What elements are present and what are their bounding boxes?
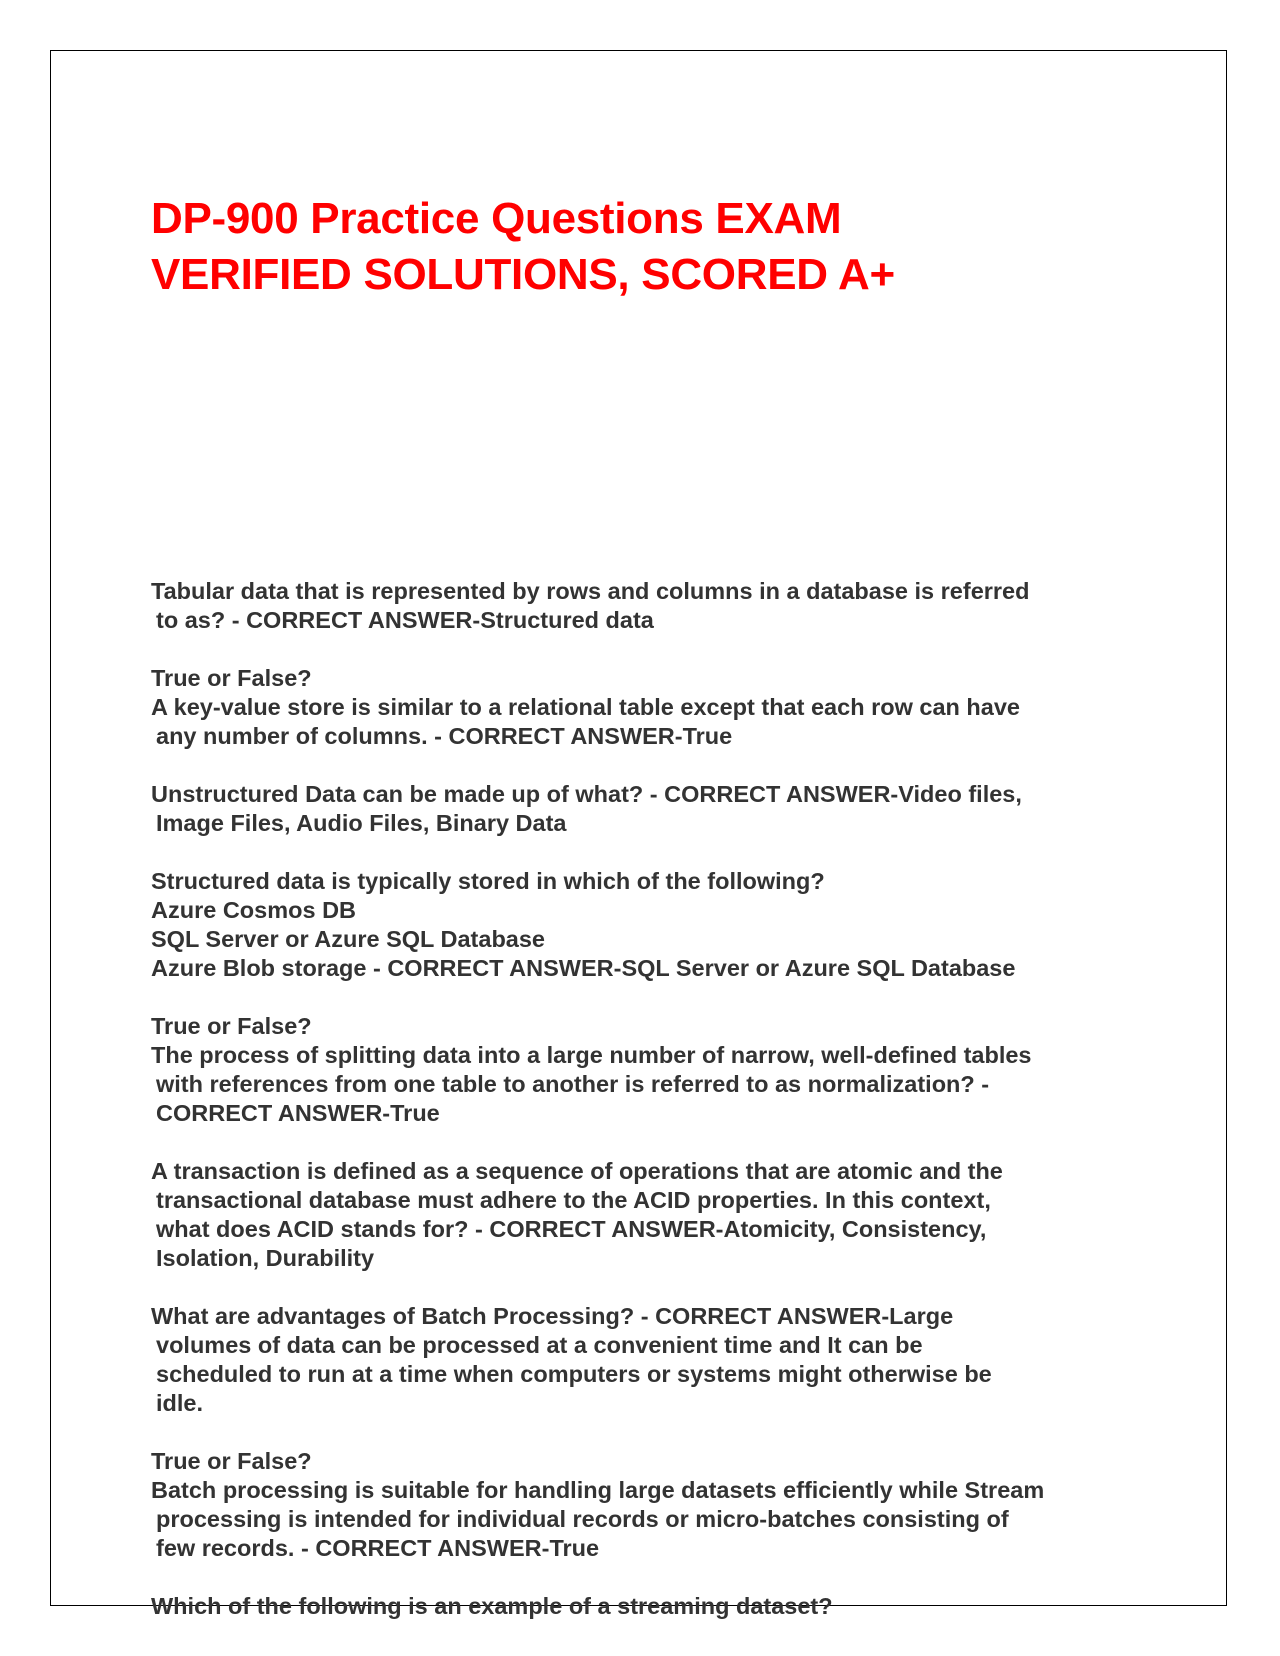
qa-line: what does ACID stands for? - CORRECT ANSWER-Atomicity, Consistency,	[156, 1216, 987, 1242]
qa-line: Structured data is typically stored in which of the following?	[151, 868, 825, 894]
qa-line: The process of splitting data into a large number of narrow, well-defined tables	[151, 1042, 1032, 1068]
qa-line: Azure Blob storage - CORRECT ANSWER-SQL Server or Azure SQL Database	[151, 955, 1016, 981]
qa-line: scheduled to run at a time when computers or systems might otherwise be	[156, 1361, 992, 1387]
qa-item	[151, 780, 1151, 838]
document-title-line-2: VERIFIED SOLUTIONS, SCORED A+	[151, 250, 895, 299]
qa-line: volumes of data can be processed at a convenient time and It can be	[156, 1332, 923, 1358]
qa-line: True or False?	[151, 1448, 312, 1474]
qa-line: to as? - CORRECT ANSWER-Structured data	[156, 607, 654, 633]
qa-line: True or False?	[151, 1013, 312, 1039]
qa-line: Image Files, Audio Files, Binary Data	[156, 810, 567, 836]
qa-line: A key-value store is similar to a relational table except that each row can have	[151, 694, 1020, 720]
qa-line: Batch processing is suitable for handling large datasets efficiently while Stream	[151, 1477, 1045, 1503]
qa-item	[151, 1447, 1151, 1563]
qa-line: True or False?	[151, 665, 312, 691]
qa-line: Tabular data that is represented by rows and columns in a database is referred	[151, 578, 1030, 604]
qa-line: processing is intended for individual records or micro-batches consisting of	[156, 1506, 1009, 1532]
qa-line: transactional database must adhere to the ACID properties. In this context,	[156, 1187, 991, 1213]
qa-line: few records. - CORRECT ANSWER-True	[156, 1535, 600, 1561]
qa-line: Isolation, Durability	[156, 1245, 375, 1271]
qa-item	[151, 867, 1151, 983]
qa-item	[151, 577, 1151, 635]
question-answer-list	[151, 577, 1151, 1650]
qa-line: SQL Server or Azure SQL Database	[151, 926, 546, 952]
qa-item	[151, 1302, 1151, 1418]
qa-line: Which of the following is an example of a streaming dataset?	[151, 1593, 833, 1619]
qa-line: CORRECT ANSWER-True	[156, 1100, 440, 1126]
document-title-line-1: DP-900 Practice Questions EXAM	[151, 194, 842, 243]
qa-item	[151, 1012, 1151, 1128]
qa-line: Azure Cosmos DB	[151, 897, 357, 923]
qa-line: Unstructured Data can be made up of what? - CORRECT ANSWER-Video files,	[151, 781, 1022, 807]
qa-item	[151, 664, 1151, 751]
qa-line: What are advantages of Batch Processing? - CORRECT ANSWER-Large	[151, 1303, 954, 1329]
qa-item	[151, 1592, 1151, 1621]
qa-line: with references from one table to another is referred to as normalization? -	[156, 1071, 990, 1097]
qa-line: A transaction is defined as a sequence of operations that are atomic and the	[151, 1158, 1003, 1184]
qa-line: idle.	[156, 1390, 204, 1416]
qa-item	[151, 1157, 1151, 1273]
qa-line: any number of columns. - CORRECT ANSWER-True	[156, 723, 733, 749]
document-title	[151, 191, 1151, 303]
